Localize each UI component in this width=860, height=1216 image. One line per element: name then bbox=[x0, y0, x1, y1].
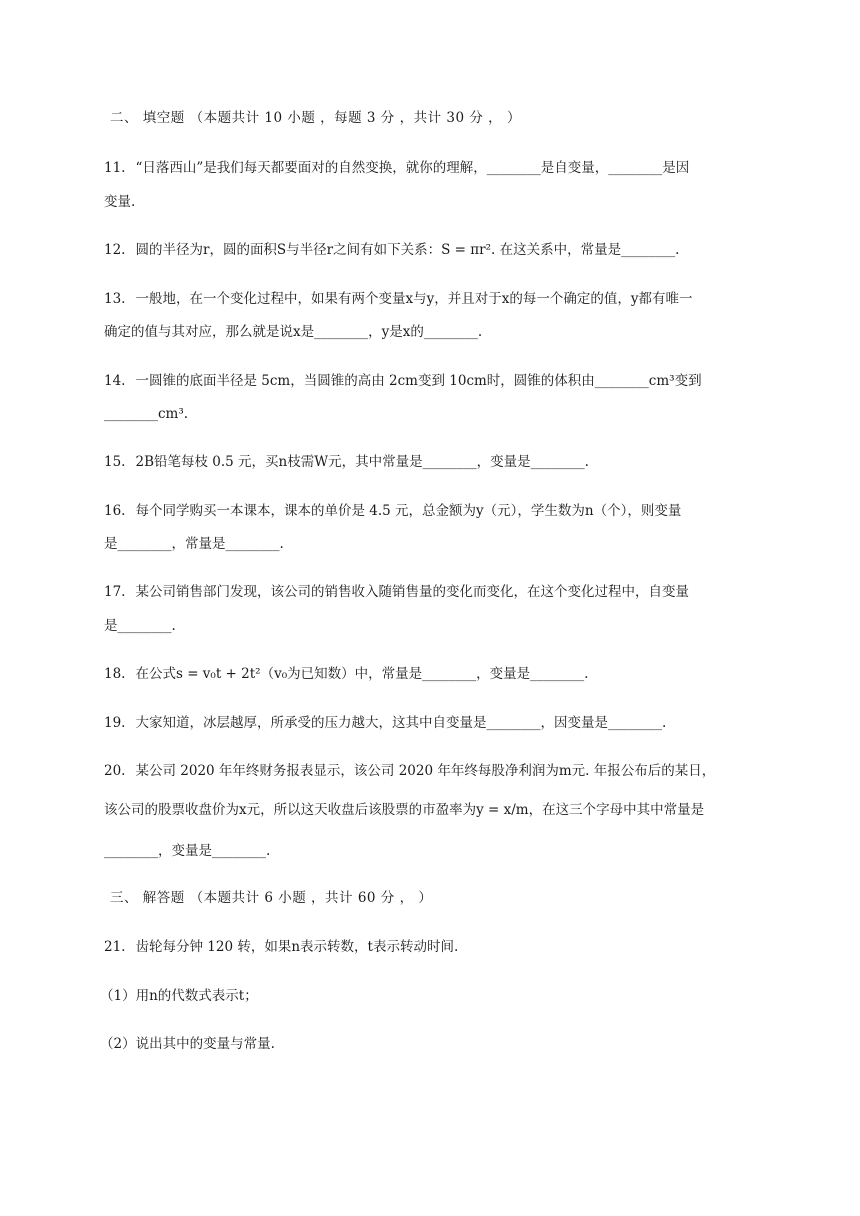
question-text: 齿轮每分钟 120 转，如果n表示转数，t表示转动时间. bbox=[135, 939, 459, 955]
question-number: 16. bbox=[104, 503, 126, 519]
subpart-1: （1）用n的代数式表示t； bbox=[100, 988, 258, 1004]
question-12-line-1 bbox=[104, 240, 679, 260]
question-17-line-1 bbox=[104, 582, 689, 602]
question-number: 19. bbox=[104, 715, 126, 731]
question-11-line-2: 变量. bbox=[104, 194, 136, 210]
question-text: 某公司销售部门发现，该公司的销售收入随销售量的变化而变化，在这个变化过程中，自变量 bbox=[135, 584, 689, 600]
question-text: “日落西山”是我们每天都要面对的自然变换，就你的理解，________是自变量，________是因 bbox=[135, 160, 690, 176]
section-header-answer: 三、 解答题 （本题共计 6 小题 ，共计 60 分 ， ） bbox=[110, 890, 433, 906]
question-11-line-1 bbox=[104, 158, 689, 178]
question-21-line-1 bbox=[104, 937, 458, 957]
subpart-2: （2）说出其中的变量与常量. bbox=[100, 1036, 275, 1052]
question-text: 某公司 2020 年年终财务报表显示，该公司 2020 年年终每股净利润为m元. 年报公布后的某日， bbox=[135, 763, 716, 779]
question-20-line-3: ________，变量是________. bbox=[104, 843, 271, 859]
question-text: 每个同学购买一本课本，课本的单价是 4.5 元，总金额为y（元），学生数为n（个），则变量 bbox=[135, 503, 682, 519]
section-header-fill-in: 二、 填空题 （本题共计 10 小题 ，每题 3 分 ，共计 30 分 ， ） bbox=[110, 110, 521, 126]
question-text: 在公式s = v₀t + 2t²（v₀为已知数）中，常量是________，变量是________. bbox=[135, 666, 589, 682]
question-13-line-2: 确定的值与其对应，那么就是说x是________，y是x的________. bbox=[104, 324, 483, 340]
question-number: 18. bbox=[104, 666, 126, 682]
question-18-line-1 bbox=[104, 664, 588, 684]
question-number: 11. bbox=[104, 160, 126, 176]
question-14-line-1 bbox=[104, 371, 702, 391]
question-20-line-2: 该公司的股票收盘价为x元，所以这天收盘后该股票的市盈率为y = x/m，在这三个字母中其中常量是 bbox=[104, 802, 705, 818]
question-13-line-1 bbox=[104, 289, 692, 309]
question-number: 14. bbox=[104, 373, 126, 389]
question-16-line-2: 是________，常量是________. bbox=[104, 536, 284, 552]
question-text: 一圆锥的底面半径是 5cm，当圆锥的高由 2cm变到 10cm时，圆锥的体积由________cm³变到 bbox=[135, 373, 702, 389]
question-number: 17. bbox=[104, 584, 126, 600]
question-text: 一般地，在一个变化过程中，如果有两个变量x与y，并且对于x的每一个确定的值，y都有唯一 bbox=[135, 291, 693, 307]
question-14-line-2: ________cm³. bbox=[104, 406, 189, 422]
question-20-line-1 bbox=[104, 761, 715, 781]
question-number: 13. bbox=[104, 291, 126, 307]
question-number: 15. bbox=[104, 454, 126, 470]
question-16-line-1 bbox=[104, 501, 681, 521]
question-number: 12. bbox=[104, 242, 126, 258]
question-text: 圆的半径为r，圆的面积S与半径r之间有如下关系：S = πr². 在这关系中，常量是________. bbox=[135, 242, 680, 258]
question-text: 大家知道，冰层越厚，所承受的压力越大，这其中自变量是________，因变量是________. bbox=[135, 715, 667, 731]
question-17-line-2: 是________. bbox=[104, 618, 176, 634]
question-number: 21. bbox=[104, 939, 126, 955]
question-19-line-1 bbox=[104, 713, 666, 733]
question-15-line-1 bbox=[104, 452, 589, 472]
question-text: 2B铅笔每枝 0.5 元，买n枝需W元，其中常量是________，变量是________. bbox=[135, 454, 589, 470]
question-number: 20. bbox=[104, 763, 126, 779]
